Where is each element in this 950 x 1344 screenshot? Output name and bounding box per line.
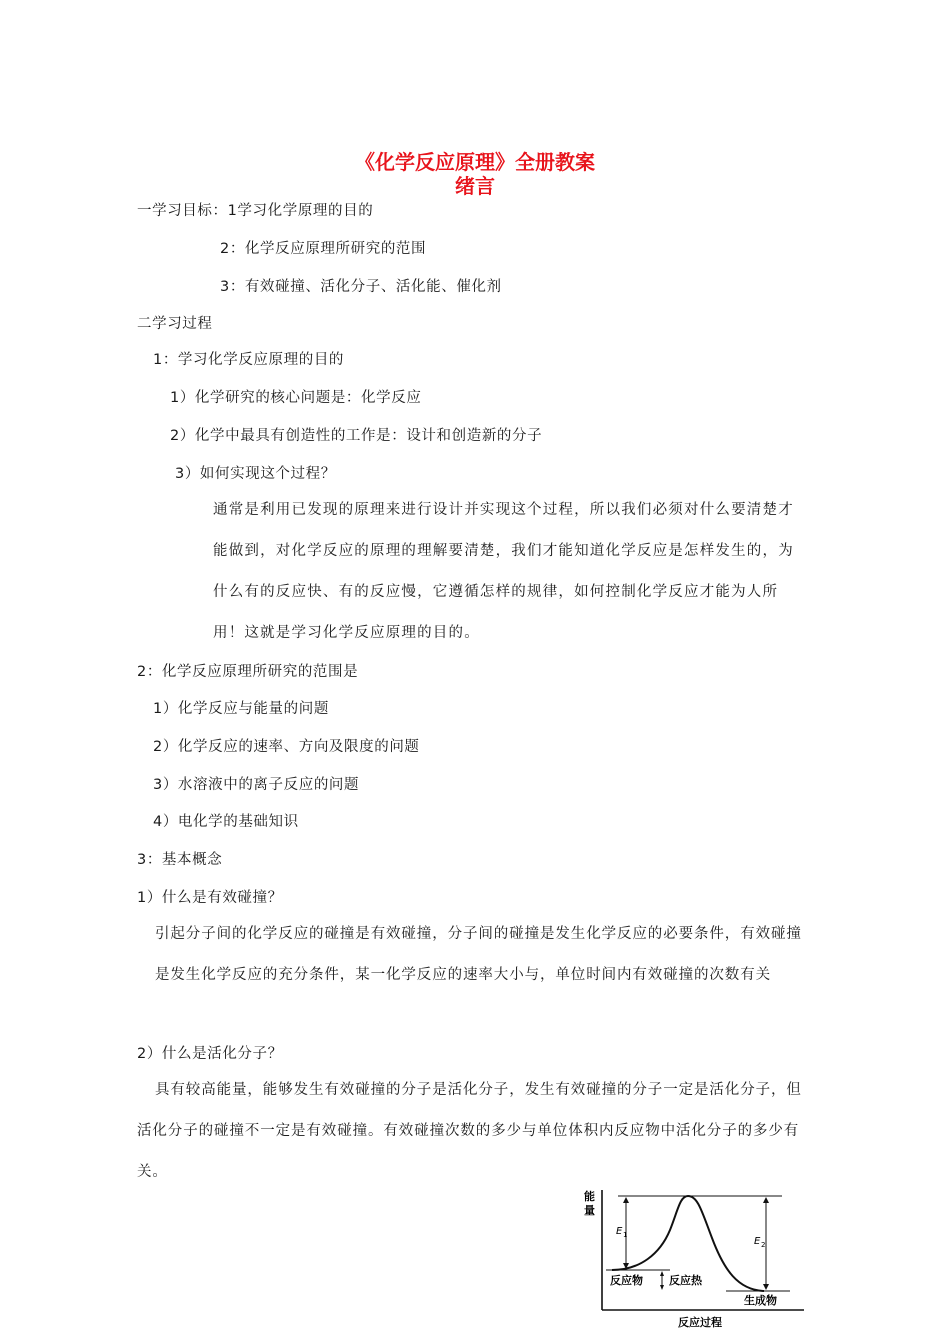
section-1-paragraph: 通常是利用已发现的原理来进行设计并实现这个过程，所以我们必须对什么要清楚才能做到，对化学反应的原理的理解要清楚，我们才能知道化学反应是怎样发生的，为什么有的反应快、有的反应慢，它遵循怎样的规律，如何控制化学反应才能为人所用！这就是学习化学反应原理的目的。: [213, 502, 794, 641]
section-title: 绪言: [455, 174, 495, 198]
y-axis-label-2: 量: [584, 1204, 595, 1217]
effective-collision-paragraph: 引起分子间的化学反应的碰撞是有效碰撞，分子间的碰撞是发生化学反应的必要条件，有效碰撞是发生化学反应的充分条件，某一化学反应的速率大小与，单位时间内有效碰撞的次数有关: [155, 926, 802, 983]
e2-subscript: 2: [761, 1241, 766, 1249]
section-3-item-1: 1）什么是有效碰撞？: [137, 890, 283, 906]
section-1-heading: 1：学习化学反应原理的目的: [153, 352, 345, 368]
e2-label: E: [754, 1236, 761, 1247]
e1-subscript: 1: [623, 1231, 628, 1239]
document-title: 《化学反应原理》全册教案: [355, 150, 595, 174]
goal-2: 2：化学反应原理所研究的范围: [220, 241, 427, 257]
energy-diagram: [578, 1172, 810, 1332]
section-2-item-3: 3）水溶液中的离子反应的问题: [153, 777, 360, 793]
section-3-heading: 3：基本概念: [137, 852, 223, 868]
section-1-item-3: 3）如何实现这个过程？: [175, 466, 336, 482]
goal-1: 一学习目标：1学习化学原理的目的: [137, 203, 374, 219]
section-2-heading: 2：化学反应原理所研究的范围是: [137, 664, 359, 680]
goal-3: 3：有效碰撞、活化分子、活化能、催化剂: [220, 279, 502, 295]
x-axis-label: 反应过程: [678, 1316, 722, 1329]
process-heading: 二学习过程: [137, 316, 213, 332]
product-label: 生成物: [744, 1294, 777, 1307]
section-2-item-1: 1）化学反应与能量的问题: [153, 701, 329, 717]
section-1-item-2: 2）化学中最具有创造性的工作是：设计和创造新的分子: [170, 428, 543, 444]
reaction-heat-label: 反应热: [669, 1274, 702, 1287]
e1-label: E: [616, 1226, 623, 1237]
activated-molecule-paragraph: 具有较高能量，能够发生有效碰撞的分子是活化分子，发生有效碰撞的分子一定是活化分子，但活化分子的碰撞不一定是有效碰撞。有效碰撞次数的多少与单位体积内反应物中活化分子的多少有关。: [137, 1082, 802, 1180]
section-2-item-2: 2）化学反应的速率、方向及限度的问题: [153, 739, 420, 755]
y-axis-label-1: 能: [584, 1190, 595, 1203]
section-3-item-2: 2）什么是活化分子？: [137, 1046, 283, 1062]
reactant-label: 反应物: [610, 1274, 643, 1287]
section-1-item-1: 1）化学研究的核心问题是：化学反应: [170, 390, 422, 406]
section-2-item-4: 4）电化学的基础知识: [153, 814, 299, 830]
